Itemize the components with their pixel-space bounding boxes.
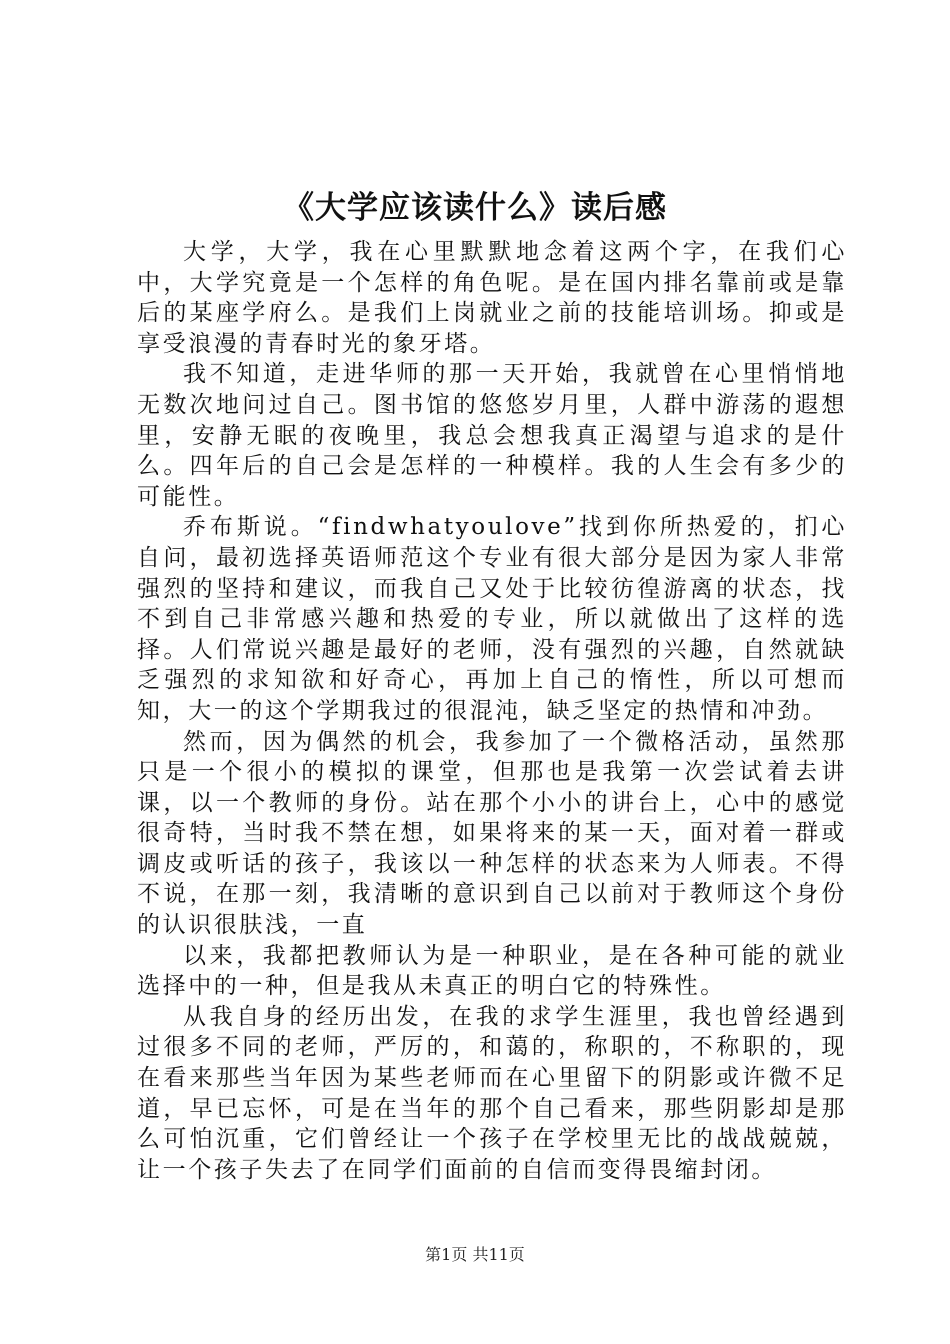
document-body bbox=[137, 237, 847, 1185]
paragraph-1: 大学，大学，我在心里默默地念着这两个字，在我们心中，大学究竟是一个怎样的角色呢。是在国内排名靠前或是靠后的某座学府么。是我们上岗就业之前的技能培训场。抑或是享受浪漫的青春时光的象牙塔。 bbox=[137, 239, 847, 357]
document-title: 《大学应该读什么》读后感 bbox=[283, 190, 667, 226]
paragraph-5: 以来，我都把教师认为是一种职业，是在各种可能的就业选择中的一种，但是我从未真正的明白它的特殊性。 bbox=[137, 942, 847, 1000]
paragraph-3: 乔布斯说。“findwhatyoulove”找到你所热爱的，扪心自问，最初选择英语师范这个专业有很大部分是因为家人非常强烈的坚持和建议，而我自己又处于比较彷徨游离的状态，找不到自己非常感兴趣和热爱的专业，所以就做出了这样的选择。人们常说兴趣是最好的老师，没有强烈的兴趣，自然就缺乏强烈的求知欲和好奇心，再加上自己的惰性，所以可想而知，大一的这个学期我过的很混沌，缺乏坚定的热情和冲劲。 bbox=[137, 514, 847, 724]
page-footer: 第1页 共11页 bbox=[425, 1245, 525, 1264]
paragraph-2: 我不知道，走进华师的那一天开始，我就曾在心里悄悄地无数次地问过自己。图书馆的悠悠岁月里，人群中游荡的遐想里，安静无眠的夜晚里，我总会想我真正渴望与追求的是什么。四年后的自己会是怎样的一种模样。我的人生会有多少的可能性。 bbox=[137, 361, 847, 510]
paragraph-6: 从我自身的经历出发，在我的求学生涯里，我也曾经遇到过很多不同的老师，严厉的，和蔼的，称职的，不称职的，现在看来那些当年因为某些老师而在心里留下的阴影或许微不足道，早已忘怀，可是在当年的那个自己看来，那些阴影却是那么可怕沉重，它们曾经让一个孩子在学校里无比的战战兢兢，让一个孩子失去了在同学们面前的自信而变得畏缩封闭。 bbox=[137, 1003, 847, 1183]
paragraph-4: 然而，因为偶然的机会，我参加了一个微格活动，虽然那只是一个很小的模拟的课堂，但那也是我第一次尝试着去讲课，以一个教师的身份。站在那个小小的讲台上，心中的感觉很奇特，当时我不禁在想，如果将来的某一天，面对着一群或调皮或听话的孩子，我该以一种怎样的状态来为人师表。不得不说，在那一刻，我清晰的意识到自己以前对于教师这个身份的认识很肤浅，一直 bbox=[137, 728, 847, 939]
